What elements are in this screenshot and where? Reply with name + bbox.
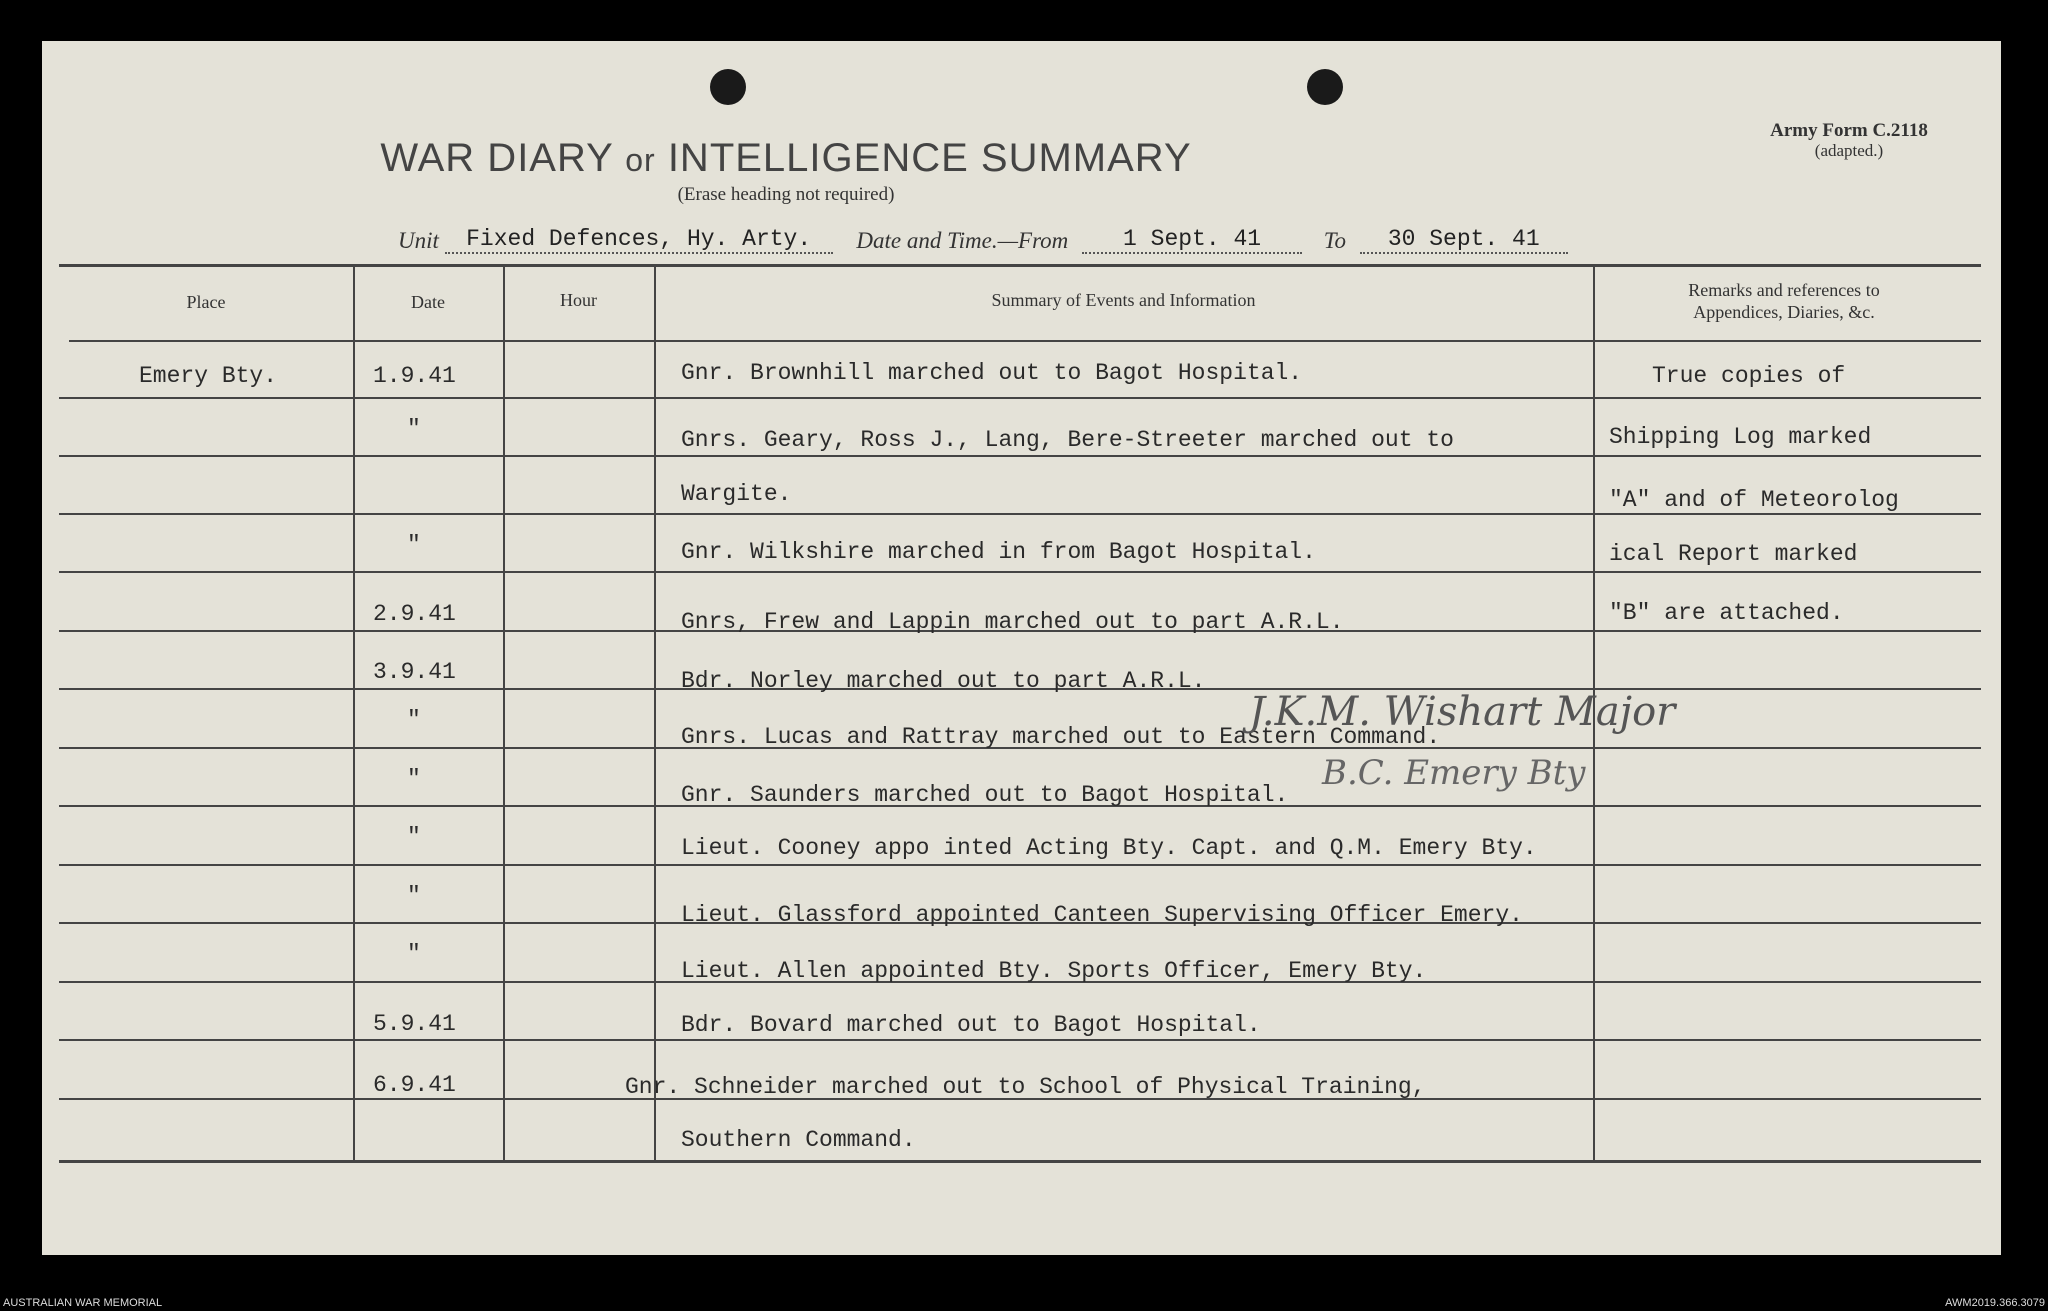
signature-title: B.C. Emery Bty xyxy=(1322,753,1586,793)
summary-cell: Gnr. Saunders marched out to Bagot Hospital. xyxy=(681,782,1289,808)
remarks-line: Shipping Log marked xyxy=(1609,424,1872,450)
summary-cell: Gnr. Schneider marched out to School of Physical Training, xyxy=(625,1074,1426,1100)
summary-cell: Gnr. Brownhill marched out to Bagot Hospital. xyxy=(681,360,1303,386)
date-cell: 5.9.41 xyxy=(373,1011,456,1037)
remarks-line: ical Report marked xyxy=(1609,541,1858,567)
header-remarks: Remarks and references to Appendices, Diaries, &c. xyxy=(1688,280,1880,322)
summary-cell: Lieut. Glassford appointed Canteen Supervising Officer Emery. xyxy=(681,902,1523,928)
summary-cell: Bdr. Norley marched out to part A.R.L. xyxy=(681,668,1206,694)
summary-cell: Southern Command. xyxy=(681,1127,916,1153)
summary-cell: Gnrs. Lucas and Rattray marched out to Eastern Command. xyxy=(681,724,1441,750)
punch-hole-right xyxy=(1307,69,1343,105)
remarks-line: "B" are attached. xyxy=(1609,600,1844,626)
footer-reference: AWM2019.366.3079 xyxy=(1945,1297,2045,1309)
date-cell: " xyxy=(407,883,421,909)
date-cell: " xyxy=(407,766,421,792)
summary-cell: Lieut. Cooney appo inted Acting Bty. Capt. and Q.M. Emery Bty. xyxy=(681,835,1537,861)
signature-name: J.K.M. Wishart Major xyxy=(1249,689,1676,735)
summary-cell: Lieut. Allen appointed Bty. Sports Officer, Emery Bty. xyxy=(681,958,1427,984)
summary-cell: Gnrs, Frew and Lappin marched out to part A.R.L. xyxy=(681,609,1344,635)
to-value: 30 Sept. 41 xyxy=(1360,226,1568,254)
form-number: Army Form C.2118 (adapted.) xyxy=(1770,120,1928,160)
header-summary: Summary of Events and Information xyxy=(991,290,1256,310)
to-label: To xyxy=(1323,228,1346,253)
unit-line xyxy=(398,226,1568,258)
date-label: Date and Time.—From xyxy=(856,228,1069,253)
date-cell: " xyxy=(407,824,421,850)
date-cell: " xyxy=(407,707,421,733)
summary-cell: Wargite. xyxy=(681,481,792,507)
date-cell: 3.9.41 xyxy=(373,659,456,685)
remarks-line: "A" and of Meteorolog xyxy=(1609,487,1899,513)
date-cell: " xyxy=(407,532,421,558)
punch-hole-left xyxy=(710,69,746,105)
header-date: Date xyxy=(411,292,445,312)
date-cell: " xyxy=(407,416,421,442)
unit-label: Unit xyxy=(398,228,439,253)
diary-table xyxy=(59,264,1981,1204)
summary-cell: Bdr. Bovard marched out to Bagot Hospital. xyxy=(681,1012,1261,1038)
date-cell: 6.9.41 xyxy=(373,1072,456,1098)
date-cell: 1.9.41 xyxy=(373,363,456,389)
header-place: Place xyxy=(186,292,226,312)
document-sheet xyxy=(42,41,2001,1255)
page-title: WAR DIARY or INTELLIGENCE SUMMARY xyxy=(380,136,1192,180)
summary-cell: Gnr. Wilkshire marched in from Bagot Hospital. xyxy=(681,539,1316,565)
summary-cell: Gnrs. Geary, Ross J., Lang, Bere-Streeter marched out to xyxy=(681,427,1454,453)
subtitle: (Erase heading not required) xyxy=(677,184,895,205)
footer-source: AUSTRALIAN WAR MEMORIAL xyxy=(3,1297,163,1309)
date-cell: " xyxy=(407,941,421,967)
header-hour: Hour xyxy=(560,290,597,310)
remarks-line: True copies of xyxy=(1652,363,1846,389)
date-cell: 2.9.41 xyxy=(373,601,456,627)
unit-value: Fixed Defences, Hy. Arty. xyxy=(445,226,833,254)
place-cell: Emery Bty. xyxy=(139,363,278,389)
from-value: 1 Sept. 41 xyxy=(1082,226,1302,254)
